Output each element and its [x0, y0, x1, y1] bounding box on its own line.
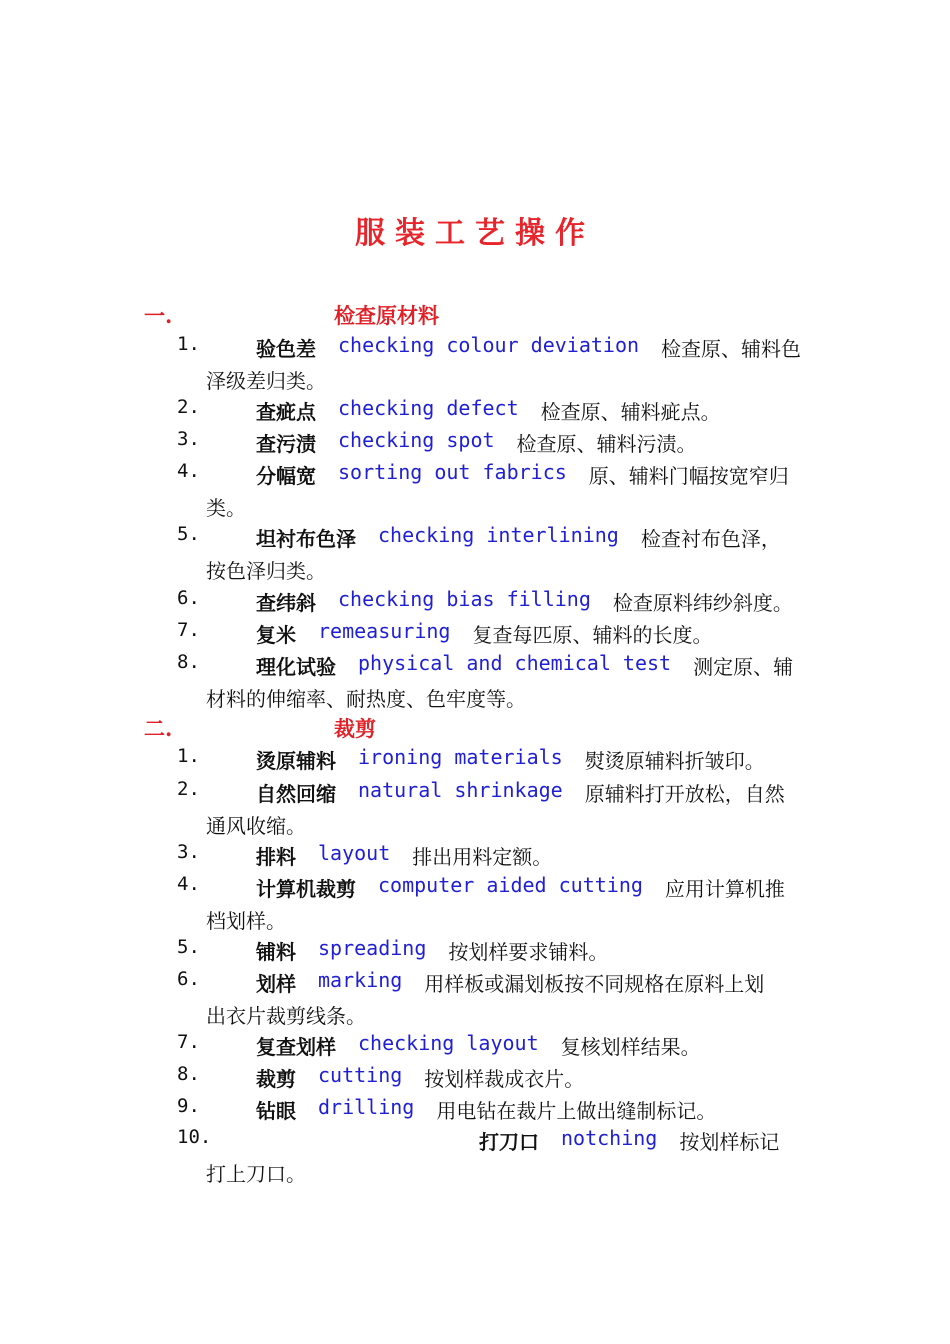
term-chinese: 自然回缩 [256, 782, 336, 806]
list-item [0, 873, 950, 905]
term-chinese: 打刀口 [479, 1130, 539, 1154]
term-english: physical and chemical test [358, 651, 672, 675]
item-number: 2. [177, 396, 200, 418]
list-item [0, 1063, 950, 1095]
list-item [0, 333, 950, 365]
item-number: 2. [177, 778, 200, 800]
description-continuation: 档划样。 [206, 909, 286, 933]
term-english: checking interlining [378, 523, 619, 547]
term-description: 测定原、辅 [693, 655, 794, 679]
term-chinese: 复查划样 [256, 1035, 336, 1059]
list-item [0, 1095, 950, 1127]
term-english: checking defect [338, 396, 519, 420]
section-number: 一. [144, 303, 173, 328]
term-english: remeasuring [318, 619, 451, 643]
list-item [0, 619, 950, 651]
term-english: layout [318, 841, 391, 865]
item-number: 3. [177, 841, 200, 863]
term-chinese: 查污渍 [256, 432, 316, 456]
term-english: checking spot [338, 428, 495, 452]
item-number: 7. [177, 619, 200, 641]
item-number: 8. [177, 651, 200, 673]
term-description: 复查每匹原、辅料的长度。 [472, 623, 713, 647]
term-chinese: 烫原辅料 [256, 749, 336, 773]
list-item [0, 523, 950, 555]
item-number: 4. [177, 873, 200, 895]
list-item [0, 968, 950, 1000]
item-number: 3. [177, 428, 200, 450]
item-number: 5. [177, 523, 200, 545]
term-description: 按划样裁成衣片。 [424, 1067, 585, 1091]
term-chinese: 查疵点 [256, 400, 316, 424]
term-english: marking [318, 968, 403, 992]
list-item [0, 1031, 950, 1063]
term-description: 检查衬布色泽， [640, 527, 781, 551]
term-chinese: 计算机裁剪 [256, 877, 356, 901]
description-continuation: 类。 [206, 496, 246, 520]
term-english: notching [561, 1126, 658, 1150]
term-english: checking colour deviation [338, 333, 640, 357]
list-item [0, 841, 950, 873]
section-heading [144, 713, 744, 745]
list-item [0, 587, 950, 619]
item-number: 9. [177, 1095, 200, 1117]
list-item [0, 428, 950, 460]
list-item [0, 778, 950, 810]
term-english: computer aided cutting [378, 873, 643, 897]
term-english: checking layout [358, 1031, 539, 1055]
term-chinese: 理化试验 [256, 655, 336, 679]
term-description: 按划样标记 [679, 1130, 780, 1154]
description-continuation: 泽级差归类。 [206, 369, 326, 393]
term-description: 检查原料纬纱斜度。 [612, 591, 793, 615]
item-number: 4. [177, 460, 200, 482]
list-item [0, 936, 950, 968]
list-item [0, 1126, 950, 1158]
term-english: cutting [318, 1063, 403, 1087]
term-chinese: 验色差 [256, 337, 316, 361]
term-description: 原辅料打开放松，自然 [584, 782, 785, 806]
section-number: 二. [144, 716, 173, 741]
section-heading [144, 300, 744, 332]
item-number: 1. [177, 745, 200, 767]
list-item [0, 460, 950, 492]
section-title: 检查原材料 [334, 303, 439, 328]
term-chinese: 查纬斜 [256, 591, 316, 615]
term-description: 检查原、辅料色 [661, 337, 802, 361]
item-number: 1. [177, 333, 200, 355]
term-description: 复核划样结果。 [560, 1035, 701, 1059]
term-description: 原、辅料门幅按宽窄归 [588, 464, 789, 488]
description-continuation: 通风收缩。 [206, 814, 306, 838]
term-chinese: 裁剪 [256, 1067, 296, 1091]
term-description: 用样板或漏划板按不同规格在原料上划 [424, 972, 765, 996]
page-title: 服装工艺操作 [355, 216, 595, 251]
item-number: 10. [177, 1126, 212, 1148]
term-description: 检查原、辅料污渍。 [516, 432, 697, 456]
term-description: 排出用料定额。 [412, 845, 553, 869]
description-continuation: 出衣片裁剪线条。 [206, 1004, 366, 1028]
term-english: ironing materials [358, 745, 563, 769]
item-number: 5. [177, 936, 200, 958]
description-continuation: 材料的伸缩率、耐热度、色牢度等。 [206, 687, 526, 711]
list-item [0, 745, 950, 777]
term-chinese: 分幅宽 [256, 464, 316, 488]
term-chinese: 划样 [256, 972, 296, 996]
description-continuation: 打上刀口。 [206, 1162, 306, 1186]
term-description: 应用计算机推 [664, 877, 785, 901]
term-chinese: 铺料 [256, 940, 296, 964]
term-description: 按划样要求铺料。 [448, 940, 609, 964]
term-chinese: 坦衬布色泽 [256, 527, 356, 551]
description-continuation: 按色泽归类。 [206, 559, 326, 583]
term-english: drilling [318, 1095, 415, 1119]
item-number: 6. [177, 587, 200, 609]
term-description: 检查原、辅料疵点。 [540, 400, 721, 424]
term-description: 熨烫原辅料折皱印。 [584, 749, 765, 773]
term-english: sorting out fabrics [338, 460, 567, 484]
list-item [0, 651, 950, 683]
item-number: 6. [177, 968, 200, 990]
term-chinese: 排料 [256, 845, 296, 869]
term-english: checking bias filling [338, 587, 591, 611]
term-english: spreading [318, 936, 427, 960]
item-number: 7. [177, 1031, 200, 1053]
term-english: natural shrinkage [358, 778, 563, 802]
term-chinese: 复米 [256, 623, 296, 647]
item-number: 8. [177, 1063, 200, 1085]
term-description: 用电钻在裁片上做出缝制标记。 [436, 1099, 717, 1123]
term-chinese: 钻眼 [256, 1099, 296, 1123]
section-title: 裁剪 [334, 716, 376, 741]
list-item [0, 396, 950, 428]
